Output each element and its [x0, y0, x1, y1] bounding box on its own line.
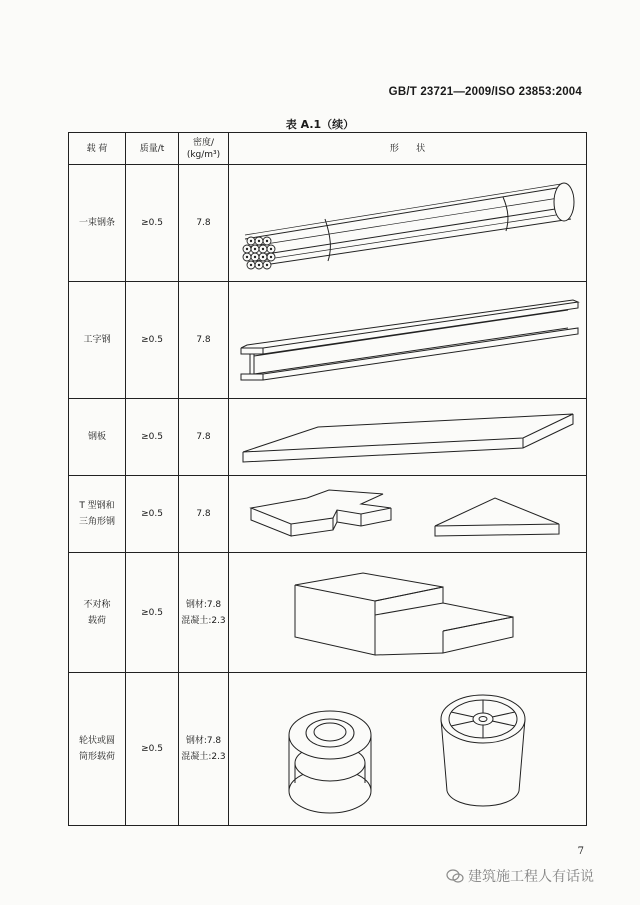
- table-row: [69, 476, 587, 553]
- mass-value: ≥0.5: [126, 553, 179, 673]
- header-mass: 质量/t: [126, 133, 179, 165]
- density-value: 7.8: [179, 399, 229, 476]
- watermark: [446, 866, 594, 886]
- density-value: 钢材:7.8 混凝土:2.3: [179, 673, 229, 826]
- header-density: 密度/ (kg/m³): [179, 133, 229, 165]
- density-value: 7.8: [179, 282, 229, 399]
- wheel-cylinder-load-icon: [233, 679, 583, 819]
- density-value: 钢材:7.8 混凝土:2.3: [179, 553, 229, 673]
- chat-bubble-icon: [446, 869, 464, 884]
- shape-cell: [229, 165, 587, 282]
- load-name: 钢板: [69, 399, 126, 476]
- load-name: 轮状或圆 筒形载荷: [69, 673, 126, 826]
- table-row: [69, 553, 587, 673]
- mass-value: ≥0.5: [126, 476, 179, 553]
- header-shape: 形 状: [229, 133, 587, 165]
- header-load: 载 荷: [69, 133, 126, 165]
- mass-value: ≥0.5: [126, 399, 179, 476]
- watermark-text: 建筑施工程人有话说: [468, 869, 594, 885]
- shape-cell: [229, 399, 587, 476]
- table-row: [69, 399, 587, 476]
- shape-cell: [229, 553, 587, 673]
- density-value: 7.8: [179, 476, 229, 553]
- table-header-row: [69, 133, 587, 165]
- page-number: 7: [577, 846, 584, 857]
- table-row: [69, 673, 587, 826]
- t-and-triangle-steel-icon: [233, 478, 583, 550]
- mass-value: ≥0.5: [126, 673, 179, 826]
- load-shape-table: [68, 132, 587, 826]
- shape-cell: [229, 282, 587, 399]
- load-name: 不对称 载荷: [69, 553, 126, 673]
- load-name: 一束钢条: [69, 165, 126, 282]
- load-name: T 型钢和 三角形钢: [69, 476, 126, 553]
- standard-number: GB/T 23721—2009/ISO 23853:2004: [388, 86, 582, 98]
- mass-value: ≥0.5: [126, 165, 179, 282]
- table-caption: 表 A.1（续）: [285, 118, 355, 131]
- mass-value: ≥0.5: [126, 282, 179, 399]
- i-beam-icon: [233, 290, 583, 390]
- table-row: [69, 282, 587, 399]
- load-name: 工字钢: [69, 282, 126, 399]
- density-value: 7.8: [179, 165, 229, 282]
- shape-cell: [229, 673, 587, 826]
- steel-plate-icon: [233, 402, 583, 472]
- asymmetric-load-icon: [233, 557, 583, 669]
- steel-bar-bundle-icon: [233, 169, 583, 277]
- table-row: [69, 165, 587, 282]
- shape-cell: [229, 476, 587, 553]
